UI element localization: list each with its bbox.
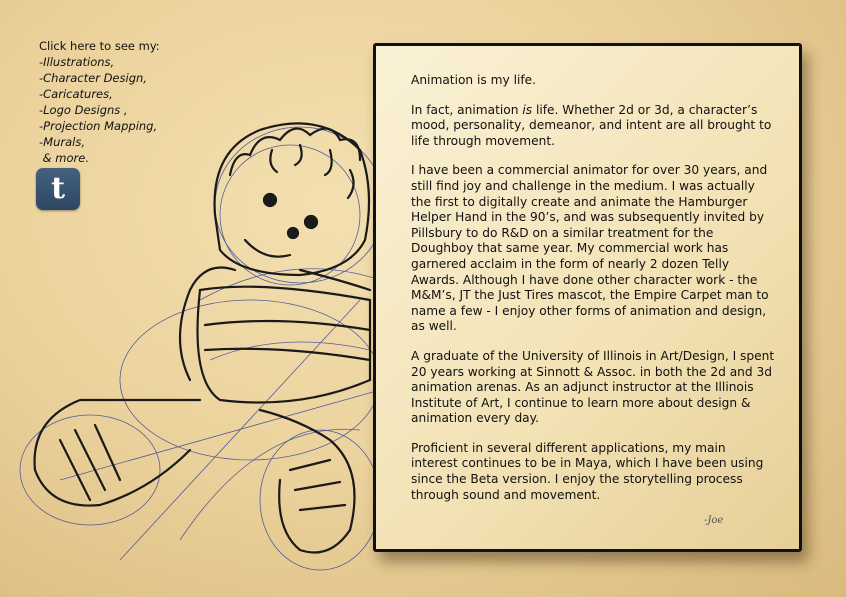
- link-illustrations[interactable]: -Illustrations,: [39, 55, 115, 69]
- bio-paragraph: Animation is my life.: [411, 73, 537, 87]
- link-caricatures[interactable]: -Caricatures,: [39, 87, 113, 101]
- signature: -Joe: [704, 515, 724, 526]
- link-character-design[interactable]: -Character Design,: [39, 71, 147, 85]
- link-projection-mapping[interactable]: -Projection Mapping,: [39, 119, 158, 133]
- bio-paragraph: Proficient in several different applications, my main interest continues to be in Maya, which I have been using since the Beta version. I enjoy the storytelling process through sound and movement.: [411, 440, 764, 502]
- link-murals[interactable]: -Murals,: [39, 135, 85, 149]
- bio-paragraph: In fact, animation is life. Whether 2d or 3d, a character’s mood, personality, demeanor, and intent are all brought to life through movement.: [411, 102, 772, 148]
- tumblr-icon[interactable]: t: [36, 168, 80, 210]
- bio-panel: [373, 43, 802, 552]
- bio-paragraph: A graduate of the University of Illinois in Art/Design, I spent 20 years working at Sinnott & Assoc. in both the 2d and 3d animation arenas. As an adjunct instructor at the Illinois Institute of Art, I continue to learn more about design & animation every day.: [411, 348, 775, 426]
- portfolio-links: [39, 38, 209, 166]
- links-heading: Click here to see my:: [39, 39, 160, 53]
- link-more[interactable]: & more.: [39, 151, 89, 165]
- link-logo-designs[interactable]: -Logo Designs ,: [39, 103, 128, 117]
- bio-paragraph: I have been a commercial animator for over 30 years, and still find joy and challenge in the medium. I was actually the first to digitally create and animate the Hamburger Helper Hand in the 90’s, and was subsequently invited by Pillsbury to do R&D on a similar treatment for the Doughboy that same year. My commercial work has garnered acclaim in the form of nearly 2 dozen Telly Awards. Although I have done other character work - the M&M’s, JT the Just Tires mascot, the Empire Carpet man to name a few - I enjoy other forms of animation and design, as well.: [411, 163, 769, 334]
